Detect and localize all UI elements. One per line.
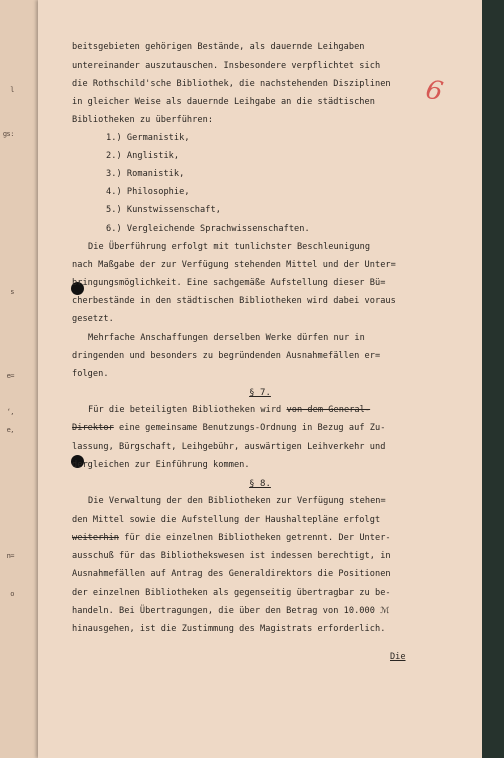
list-item: 4.) Philosophie,: [106, 187, 190, 197]
text-line: handeln. Bei Übertragungen, die über den Betrag von 10.000 ℳ: [72, 606, 390, 616]
margin-marks: [0, 0, 38, 758]
text-line: Die Überführung erfolgt mit tunlichster Beschleunigung: [88, 242, 371, 252]
margin-mark: o: [10, 590, 14, 598]
background-strip: [482, 0, 504, 758]
struck-text: Direktor: [72, 423, 114, 433]
margin-mark: s: [10, 288, 14, 296]
text-line: [72, 423, 385, 433]
text-line: cherbestände in den städtischen Bibliotheken wird dabei voraus: [72, 296, 396, 306]
underlying-page-edge: [0, 0, 38, 758]
text-line: bringungsmöglichkeit. Eine sachgemäße Aufstellung dieser Bü=: [72, 278, 386, 288]
text-segment: eine gemeinsame Benutzungs-Ordnung in Bezug auf Zu-: [113, 423, 386, 433]
struck-text: weiterhin: [72, 533, 120, 543]
text-line: dringenden und besonders zu begründenden Ausnahmefällen er=: [72, 351, 381, 361]
text-line: [88, 405, 370, 415]
text-line: die Rothschild'sche Bibliothek, die nachstehenden Disziplinen: [72, 79, 391, 89]
margin-mark: e=: [6, 372, 14, 380]
margin-mark: e,: [6, 426, 14, 434]
list-item: 2.) Anglistik,: [106, 151, 180, 161]
section-heading: [38, 388, 482, 398]
text-line: Ausnahmefällen auf Antrag des Generaldirektors die Positionen: [72, 569, 391, 579]
text-line: Bibliotheken zu überführen:: [72, 115, 214, 125]
text-line: den Mittel sowie die Aufstellung der Haushaltepläne erfolgt: [72, 515, 381, 525]
list-item: 3.) Romanistik,: [106, 169, 185, 179]
section-heading: [38, 479, 482, 489]
text-line: nach Maßgabe der zur Verfügung stehenden Mittel und der Unter=: [72, 260, 396, 270]
list-item: 5.) Kunstwissenschaft,: [106, 205, 221, 215]
text-line: [72, 533, 391, 543]
text-line: untereinander auszutauschen. Insbesondere verpflichtet sich: [72, 61, 381, 71]
text-line: gesetzt.: [72, 314, 114, 324]
text-segment: für die einzelnen Bibliotheken getrennt. Der Unter-: [119, 533, 391, 543]
struck-text: von dem General-: [286, 405, 371, 415]
catchword: Die: [390, 652, 406, 662]
text-line: der einzelnen Bibliotheken als gegenseitig übertragbar zu be-: [72, 588, 391, 598]
document-page: [38, 0, 482, 758]
margin-mark: n=: [6, 552, 14, 560]
margin-mark: gs:: [2, 130, 14, 138]
text-line: lassung, Bürgschaft, Leihgebühr, auswärtigen Leihverkehr und: [72, 442, 386, 452]
text-line: folgen.: [72, 369, 109, 379]
text-line: dergleichen zur Einführung kommen.: [72, 460, 250, 470]
text-segment: Für die beteiligten Bibliotheken wird: [88, 405, 287, 415]
text-line: Mehrfache Anschaffungen derselben Werke dürfen nur in: [88, 333, 365, 343]
text-line: beitsgebieten gehörigen Bestände, als dauernde Leihgaben: [72, 42, 365, 52]
text-line: hinausgehen, ist die Zustimmung des Magistrats erforderlich.: [72, 624, 386, 634]
margin-mark: l: [10, 86, 14, 94]
section-8-heading: § 8.: [249, 479, 271, 489]
list-item: 6.) Vergleichende Sprachwissenschaften.: [106, 224, 310, 234]
text-line: ausschuß für das Bibliothekswesen ist indessen berechtigt, in: [72, 551, 391, 561]
text-line: Die Verwaltung der den Bibliotheken zur Verfügung stehen=: [88, 496, 386, 506]
section-7-heading: § 7.: [249, 388, 271, 398]
folio-number: 6: [423, 74, 446, 108]
document-text: [38, 0, 482, 758]
text-line: in gleicher Weise als dauernde Leihgabe an die städtischen: [72, 97, 375, 107]
margin-mark: ‘,: [6, 408, 14, 416]
list-item: 1.) Germanistik,: [106, 133, 190, 143]
